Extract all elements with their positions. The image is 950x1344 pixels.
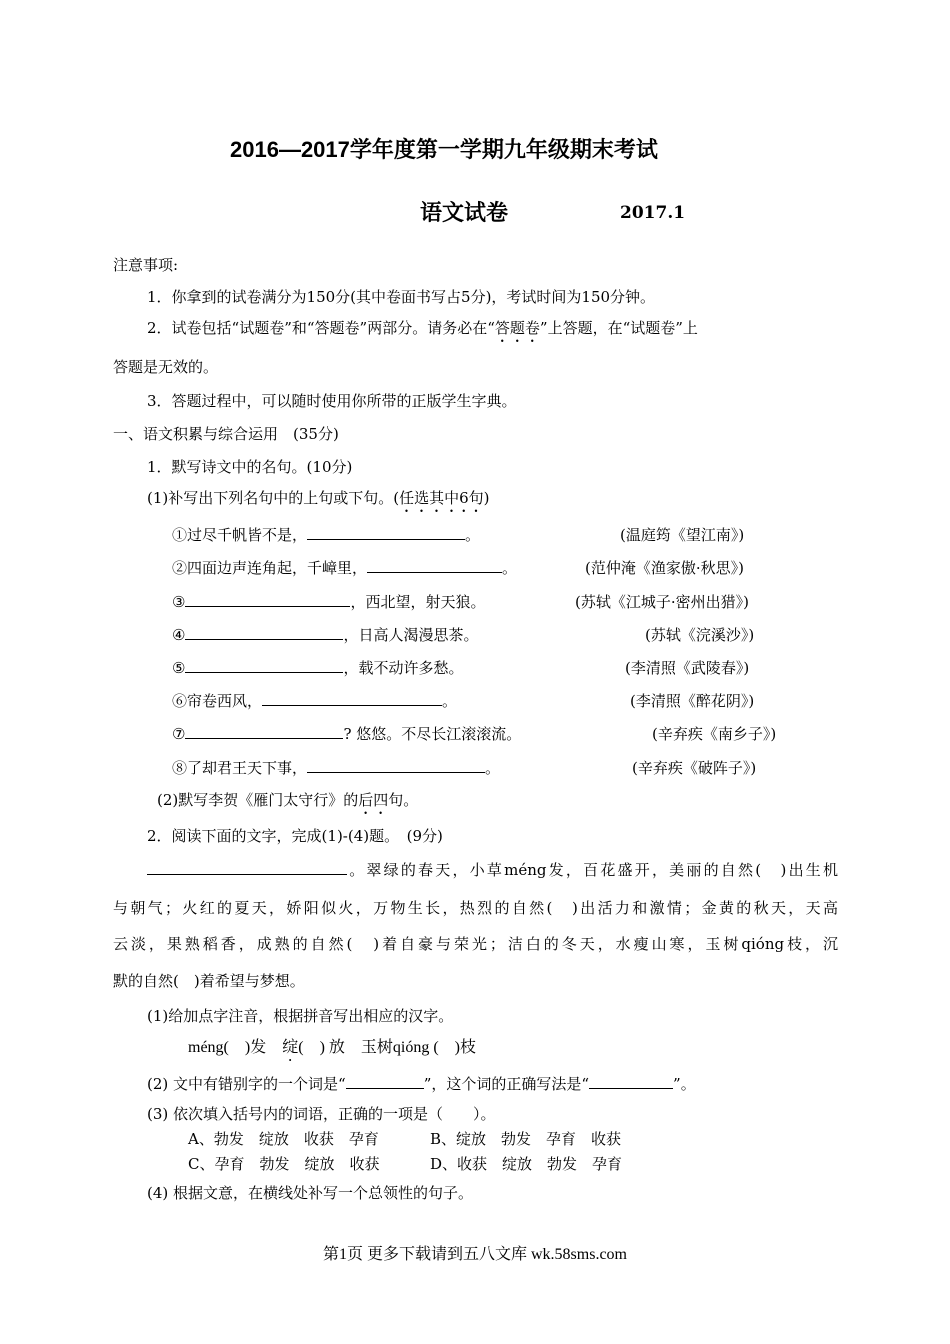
section-heading: 一、语文积累与综合运用 (35分) <box>113 425 339 443</box>
text: (2) 文中有错别字的一个词是“ <box>147 1075 346 1093</box>
text: 。 <box>485 759 501 777</box>
emphasis-text: 答题卷 <box>494 319 540 337</box>
text: 句。 <box>388 791 419 809</box>
question-1-sub2 <box>157 790 418 818</box>
text: (1)补写出下列名句中的上句或下句。( <box>147 489 400 507</box>
question-2-title: 2．阅读下面的文字，完成(1)-(4)题。 (9分) <box>147 827 443 845</box>
exam-subtitle: 语文试卷 <box>420 200 509 225</box>
text: ，日高人渴漫思茶。 <box>343 626 479 644</box>
recitation-item <box>172 724 521 744</box>
text: ⑥帘卷西风， <box>172 692 263 710</box>
answer-blank[interactable] <box>307 758 485 773</box>
answer-blank[interactable] <box>589 1074 673 1089</box>
answer-blank[interactable] <box>185 724 343 739</box>
notice-item: 1．你拿到的试卷满分为150分(其中卷面书写占5分)，考试时间为150分钟。 <box>147 288 656 306</box>
text: méng( )发 <box>188 1039 283 1056</box>
text: ，载不动许多愁。 <box>343 659 464 677</box>
citation: (辛弃疾《南乡子》) <box>652 725 777 743</box>
citation: (辛弃疾《破阵子》) <box>632 759 757 777</box>
citation: (李清照《醉花阴》) <box>630 692 755 710</box>
text: ⑦ <box>172 725 186 743</box>
question-1-title: 1．默写诗文中的名句。(10分) <box>147 458 353 476</box>
text: ⑤ <box>172 659 186 677</box>
passage-line: 云淡，果熟稻香，成熟的自然( )着自豪与荣光；洁白的冬天，水瘦山寒，玉树qióng枝，沉 <box>113 935 838 953</box>
answer-blank[interactable] <box>147 860 347 875</box>
passage-line: 默的自然( )着希望与梦想。 <box>113 972 305 990</box>
text: ( ) 放 玉树qióng ( )枝 <box>298 1039 476 1056</box>
option-d: D、收获 绽放 勃发 孕育 <box>430 1155 623 1173</box>
passage-line: 与朝气；火红的夏天，娇阳似火，万物生长，热烈的自然( )出活力和激情；金黄的秋天，天高 <box>113 899 838 917</box>
answer-blank[interactable] <box>262 691 442 706</box>
text: ⑧了却君王天下事， <box>172 759 308 777</box>
emphasis-text: 绽 <box>282 1039 299 1056</box>
notice-item-cont: 答题是无效的。 <box>113 358 219 376</box>
text: 。 <box>465 526 481 544</box>
text: ③ <box>172 593 186 611</box>
question-2-sub4: (4) 根据文意，在横线处补写一个总领性的句子。 <box>147 1184 474 1202</box>
notice-item <box>147 318 698 346</box>
emphasis-text: 后四 <box>358 791 389 809</box>
answer-blank[interactable] <box>185 625 343 640</box>
question-2-sub1: (1)给加点字注音，根据拼音写出相应的汉字。 <box>147 1007 454 1025</box>
question-2-sub3: (3) 依次填入括号内的词语，正确的一项是（ ）。 <box>147 1105 496 1123</box>
text: (2)默写李贺《雁门太守行》的 <box>157 791 359 809</box>
emphasis-text: 任选其中6句 <box>399 489 484 507</box>
exam-title: 2016—2017学年度第一学期九年级期末考试 <box>230 137 658 162</box>
text: 。 <box>442 692 458 710</box>
recitation-item <box>172 758 500 778</box>
page-footer: 第1页 更多下载请到五八文库 wk.58sms.com <box>322 1246 627 1263</box>
answer-blank[interactable] <box>367 558 502 573</box>
question-2-sub2 <box>147 1074 696 1094</box>
citation: (苏轼《浣溪沙》) <box>645 626 755 644</box>
text: 。翠绿的春天，小草méng发，百花盛开，美丽的自然( )出生机 <box>347 861 838 879</box>
notice-item: 3．答题过程中，可以随时使用你所带的正版学生字典。 <box>147 392 517 410</box>
recitation-item <box>172 525 480 545</box>
citation: (温庭筠《望江南》) <box>620 526 745 544</box>
text: 。 <box>502 559 518 577</box>
text: ④ <box>172 626 186 644</box>
text: ) <box>483 489 490 507</box>
notice-heading: 注意事项: <box>113 256 179 274</box>
recitation-item <box>172 658 463 678</box>
answer-blank[interactable] <box>346 1074 424 1089</box>
citation: (李清照《武陵春》) <box>625 659 750 677</box>
citation: (苏轼《江城子·密州出猎》) <box>575 593 749 611</box>
option-b: B、绽放 勃发 孕育 收获 <box>430 1130 622 1148</box>
answer-blank[interactable] <box>307 525 465 540</box>
text: ”上答题，在“试题卷”上 <box>539 319 698 337</box>
text: ②四面边声连角起，千嶂里， <box>172 559 368 577</box>
recitation-item <box>172 625 478 645</box>
recitation-item <box>172 691 457 711</box>
text: ”。 <box>673 1075 696 1093</box>
question-1-sub1 <box>147 488 490 516</box>
text: ”，这个词的正确写法是“ <box>423 1075 590 1093</box>
citation: (范仲淹《渔家傲·秋思》) <box>585 559 744 577</box>
recitation-item <box>172 592 485 612</box>
text: ? 悠悠。不尽长江滚滚流。 <box>343 725 522 743</box>
text: ①过尽千帆皆不是， <box>172 526 308 544</box>
text: ，西北望，射天狼。 <box>350 593 486 611</box>
exam-date: 2017.1 <box>620 203 686 223</box>
option-a: A、勃发 绽放 收获 孕育 <box>188 1130 379 1148</box>
answer-blank[interactable] <box>185 658 343 673</box>
passage-line <box>113 860 838 880</box>
text: 2．试卷包括“试题卷”和“答题卷”两部分。请务必在“ <box>147 319 495 337</box>
option-c: C、孕育 勃发 绽放 收获 <box>188 1155 380 1173</box>
recitation-item <box>172 558 517 578</box>
pinyin-line <box>188 1038 476 1065</box>
answer-blank[interactable] <box>185 592 350 607</box>
